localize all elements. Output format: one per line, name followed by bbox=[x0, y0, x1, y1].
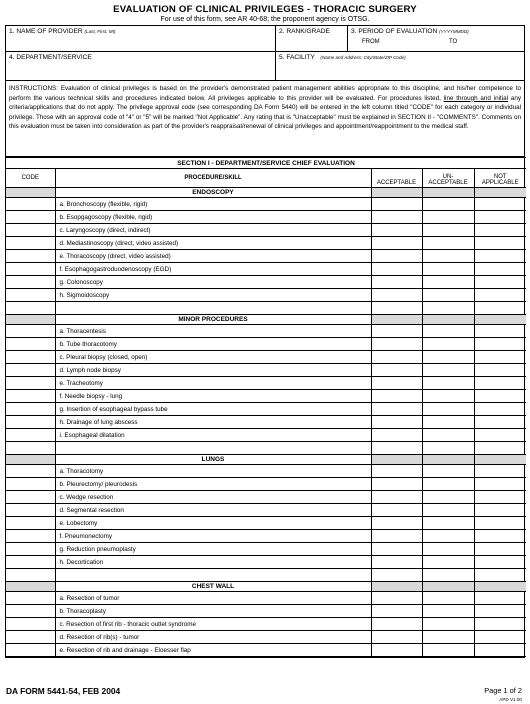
procedure-row bbox=[6, 224, 526, 237]
acceptable-checkbox[interactable] bbox=[371, 325, 422, 338]
code-column-header: CODE bbox=[6, 169, 55, 188]
acceptable-checkbox[interactable] bbox=[371, 198, 422, 211]
unacceptable-checkbox[interactable] bbox=[422, 198, 474, 211]
procedure-code-cell[interactable] bbox=[6, 543, 55, 556]
acceptable-checkbox[interactable] bbox=[371, 276, 422, 289]
category-unacceptable-cell bbox=[422, 188, 474, 198]
form-subtitle: For use of this form, see AR 40-68; the proponent agency is OTSG. bbox=[160, 16, 370, 23]
procedure-label: g. Colonoscopy bbox=[55, 276, 371, 289]
procedure-label: h. Decortication bbox=[55, 556, 371, 569]
not-applicable-checkbox[interactable] bbox=[474, 530, 526, 543]
facility-field[interactable] bbox=[276, 52, 524, 80]
procedure-code-cell[interactable] bbox=[6, 442, 55, 455]
unacceptable-checkbox[interactable] bbox=[422, 390, 474, 403]
procedure-label: b. Esopgagoscopy (flexible, rigid) bbox=[55, 211, 371, 224]
unacceptable-checkbox[interactable] bbox=[422, 351, 474, 364]
procedure-row bbox=[6, 530, 526, 543]
procedure-code-cell[interactable] bbox=[6, 429, 55, 442]
acceptable-checkbox[interactable] bbox=[371, 556, 422, 569]
procedure-row bbox=[6, 569, 526, 582]
procedure-row bbox=[6, 556, 526, 569]
procedure-code-cell[interactable] bbox=[6, 504, 55, 517]
procedure-code-cell[interactable] bbox=[6, 224, 55, 237]
unacceptable-checkbox[interactable] bbox=[422, 250, 474, 263]
acceptable-checkbox[interactable] bbox=[371, 289, 422, 302]
unacceptable-checkbox[interactable] bbox=[422, 530, 474, 543]
not-applicable-checkbox[interactable] bbox=[474, 351, 526, 364]
procedure-row bbox=[6, 543, 526, 556]
provider-name-hint: (Last, First, MI) bbox=[84, 29, 116, 34]
procedure-label: g. Reduction pneumoplasty bbox=[55, 543, 371, 556]
procedure-row bbox=[6, 491, 526, 504]
procedure-row bbox=[6, 605, 526, 618]
procedure-label: c. Laryngoscopy (direct, indirect) bbox=[55, 224, 371, 237]
procedure-label: a. Resection of tumor bbox=[55, 592, 371, 605]
procedure-row bbox=[6, 237, 526, 250]
procedure-label: h. Sigmoidoscopy bbox=[55, 289, 371, 302]
evaluation-period-label: 3. PERIOD OF EVALUATION bbox=[351, 28, 438, 35]
department-field[interactable] bbox=[6, 52, 276, 80]
not-applicable-checkbox[interactable] bbox=[474, 543, 526, 556]
procedure-code-cell[interactable] bbox=[6, 364, 55, 377]
not-applicable-checkbox[interactable] bbox=[474, 364, 526, 377]
header-row-1 bbox=[6, 26, 524, 52]
unacceptable-checkbox[interactable] bbox=[422, 569, 474, 582]
category-row bbox=[6, 455, 526, 465]
not-applicable-checkbox[interactable] bbox=[474, 302, 526, 315]
not-applicable-checkbox[interactable] bbox=[474, 416, 526, 429]
acceptable-checkbox[interactable] bbox=[371, 592, 422, 605]
procedure-label: d. Segmental resection bbox=[55, 504, 371, 517]
procedure-code-cell[interactable] bbox=[6, 263, 55, 276]
procedure-code-cell[interactable] bbox=[6, 403, 55, 416]
procedure-row bbox=[6, 211, 526, 224]
procedure-label: e. Resection of rib and drainage - Eloesser flap bbox=[55, 644, 371, 657]
form-page bbox=[5, 4, 525, 658]
category-code-cell[interactable] bbox=[6, 455, 55, 465]
procedure-code-cell[interactable] bbox=[6, 237, 55, 250]
acceptable-checkbox[interactable] bbox=[371, 364, 422, 377]
category-not-applicable-cell bbox=[474, 582, 526, 592]
not-applicable-checkbox[interactable] bbox=[474, 491, 526, 504]
procedure-label: c. Wedge resection bbox=[55, 491, 371, 504]
acceptable-checkbox[interactable] bbox=[371, 429, 422, 442]
procedure-row bbox=[6, 592, 526, 605]
not-applicable-checkbox[interactable] bbox=[474, 504, 526, 517]
evaluation-period-field[interactable] bbox=[348, 26, 524, 51]
unacceptable-checkbox[interactable] bbox=[422, 416, 474, 429]
unacceptable-checkbox[interactable] bbox=[422, 224, 474, 237]
procedure-code-cell[interactable] bbox=[6, 644, 55, 657]
not-applicable-checkbox[interactable] bbox=[474, 631, 526, 644]
procedure-label: c. Resection of first rib - thoracic outlet syndrome bbox=[55, 618, 371, 631]
procedure-code-cell[interactable] bbox=[6, 416, 55, 429]
acceptable-checkbox[interactable] bbox=[371, 211, 422, 224]
category-code-cell[interactable] bbox=[6, 315, 55, 325]
acceptable-checkbox[interactable] bbox=[371, 569, 422, 582]
procedure-label bbox=[55, 569, 371, 582]
unacceptable-checkbox[interactable] bbox=[422, 556, 474, 569]
procedure-row bbox=[6, 644, 526, 657]
procedure-code-cell[interactable] bbox=[6, 198, 55, 211]
procedure-row bbox=[6, 250, 526, 263]
category-acceptable-cell bbox=[371, 188, 422, 198]
not-applicable-checkbox[interactable] bbox=[474, 429, 526, 442]
procedure-label: b. Pleurectomy/ pleurodesis bbox=[55, 478, 371, 491]
unacceptable-checkbox[interactable] bbox=[422, 478, 474, 491]
page-number: Page 1 of 2 bbox=[484, 686, 522, 695]
category-row bbox=[6, 582, 526, 592]
category-not-applicable-cell bbox=[474, 455, 526, 465]
procedure-label: d. Mediastinoscopy (direct, video assisted) bbox=[55, 237, 371, 250]
procedure-row bbox=[6, 442, 526, 455]
procedure-row bbox=[6, 465, 526, 478]
unacceptable-checkbox[interactable] bbox=[422, 325, 474, 338]
acceptable-checkbox[interactable] bbox=[371, 263, 422, 276]
procedure-label: c. Pleural biopsy (closed, open) bbox=[55, 351, 371, 364]
department-label: 4. DEPARTMENT/SERVICE bbox=[9, 54, 92, 61]
not-applicable-column-header bbox=[474, 169, 526, 188]
acceptable-checkbox[interactable] bbox=[371, 338, 422, 351]
not-applicable-checkbox[interactable] bbox=[474, 403, 526, 416]
to-label: TO bbox=[449, 39, 458, 45]
form-number: DA FORM 5441-54, FEB 2004 bbox=[6, 686, 121, 696]
procedure-code-cell[interactable] bbox=[6, 351, 55, 364]
procedure-row bbox=[6, 504, 526, 517]
procedure-code-cell[interactable] bbox=[6, 517, 55, 530]
procedure-code-cell[interactable] bbox=[6, 618, 55, 631]
procedure-code-cell[interactable] bbox=[6, 325, 55, 338]
category-code-cell[interactable] bbox=[6, 188, 55, 198]
not-applicable-checkbox[interactable] bbox=[474, 605, 526, 618]
procedure-label: a. Bronchoscopy (flexible, rigid) bbox=[55, 198, 371, 211]
procedure-code-cell[interactable] bbox=[6, 289, 55, 302]
procedure-row bbox=[6, 517, 526, 530]
unacceptable-checkbox[interactable] bbox=[422, 517, 474, 530]
rank-grade-field[interactable] bbox=[276, 26, 348, 51]
from-label: FROM bbox=[362, 39, 380, 45]
provider-name-field[interactable] bbox=[6, 26, 276, 51]
instructions-text bbox=[6, 81, 524, 157]
unacceptable-checkbox[interactable] bbox=[422, 504, 474, 517]
not-applicable-checkbox[interactable] bbox=[474, 263, 526, 276]
not-applicable-checkbox[interactable] bbox=[474, 569, 526, 582]
unacceptable-checkbox[interactable] bbox=[422, 338, 474, 351]
procedure-code-cell[interactable] bbox=[6, 377, 55, 390]
not-applicable-checkbox[interactable] bbox=[474, 377, 526, 390]
procedure-label bbox=[55, 302, 371, 315]
acceptable-checkbox[interactable] bbox=[371, 442, 422, 455]
procedure-label: b. Thoracoplasty bbox=[55, 605, 371, 618]
procedure-row bbox=[6, 364, 526, 377]
procedure-code-cell[interactable] bbox=[6, 250, 55, 263]
procedure-label: e. Tracheotomy bbox=[55, 377, 371, 390]
unacceptable-checkbox[interactable] bbox=[422, 442, 474, 455]
acceptable-checkbox[interactable] bbox=[371, 416, 422, 429]
unacceptable-header-line-1: UN- bbox=[442, 174, 454, 180]
procedure-label: f. Esophagogastroduodenoscopy (EGD) bbox=[55, 263, 371, 276]
procedure-label: f. Pneumonectomy bbox=[55, 530, 371, 543]
category-row bbox=[6, 188, 526, 198]
acceptable-checkbox[interactable] bbox=[371, 618, 422, 631]
unacceptable-checkbox[interactable] bbox=[422, 592, 474, 605]
unacceptable-checkbox[interactable] bbox=[422, 364, 474, 377]
not-applicable-checkbox[interactable] bbox=[474, 618, 526, 631]
not-applicable-checkbox[interactable] bbox=[474, 465, 526, 478]
apd-version: APD V1.00 bbox=[499, 697, 522, 702]
evaluation-period-hint: (YYYYMMDD) bbox=[439, 29, 469, 34]
procedure-code-cell[interactable] bbox=[6, 465, 55, 478]
form-title: EVALUATION OF CLINICAL PRIVILEGES - THORACIC SURGERY bbox=[113, 4, 417, 15]
acceptable-checkbox[interactable] bbox=[371, 224, 422, 237]
procedure-code-cell[interactable] bbox=[6, 276, 55, 289]
unacceptable-header-line-2: ACCEPTABLE bbox=[428, 180, 468, 186]
procedure-row bbox=[6, 403, 526, 416]
not-applicable-checkbox[interactable] bbox=[474, 211, 526, 224]
not-applicable-checkbox[interactable] bbox=[474, 556, 526, 569]
not-applicable-checkbox[interactable] bbox=[474, 237, 526, 250]
procedure-row bbox=[6, 198, 526, 211]
form-body bbox=[5, 25, 525, 658]
procedure-label: b. Tube thoracotomy bbox=[55, 338, 371, 351]
procedure-code-cell[interactable] bbox=[6, 338, 55, 351]
not-applicable-checkbox[interactable] bbox=[474, 592, 526, 605]
procedure-label bbox=[55, 442, 371, 455]
not-applicable-checkbox[interactable] bbox=[474, 478, 526, 491]
provider-name-label: 1. NAME OF PROVIDER bbox=[9, 28, 83, 35]
procedure-row bbox=[6, 302, 526, 315]
procedure-code-cell[interactable] bbox=[6, 569, 55, 582]
acceptable-checkbox[interactable] bbox=[371, 237, 422, 250]
category-acceptable-cell bbox=[371, 315, 422, 325]
procedure-row bbox=[6, 377, 526, 390]
procedure-row bbox=[6, 325, 526, 338]
unacceptable-checkbox[interactable] bbox=[422, 618, 474, 631]
not-applicable-checkbox[interactable] bbox=[474, 442, 526, 455]
procedure-row bbox=[6, 429, 526, 442]
not-applicable-checkbox[interactable] bbox=[474, 224, 526, 237]
unacceptable-checkbox[interactable] bbox=[422, 403, 474, 416]
category-not-applicable-cell bbox=[474, 188, 526, 198]
acceptable-checkbox[interactable] bbox=[371, 530, 422, 543]
facility-label: 5. FACILITY bbox=[279, 54, 315, 61]
procedure-label: f. Needle biopsy - lung bbox=[55, 390, 371, 403]
unacceptable-checkbox[interactable] bbox=[422, 605, 474, 618]
unacceptable-checkbox[interactable] bbox=[422, 289, 474, 302]
not-applicable-checkbox[interactable] bbox=[474, 517, 526, 530]
procedure-label: g. Insertion of esophageal bypass tube bbox=[55, 403, 371, 416]
procedure-label: d. Lymph node biopsy bbox=[55, 364, 371, 377]
procedure-row bbox=[6, 416, 526, 429]
unacceptable-checkbox[interactable] bbox=[422, 377, 474, 390]
acceptable-checkbox[interactable] bbox=[371, 302, 422, 315]
evaluation-table bbox=[6, 157, 526, 657]
category-not-applicable-cell bbox=[474, 315, 526, 325]
acceptable-checkbox[interactable] bbox=[371, 491, 422, 504]
acceptable-checkbox[interactable] bbox=[371, 644, 422, 657]
acceptable-checkbox[interactable] bbox=[371, 465, 422, 478]
procedure-label: d. Resection of rib(s) - tumor bbox=[55, 631, 371, 644]
not-applicable-checkbox[interactable] bbox=[474, 289, 526, 302]
procedure-label: h. Drainage of lung abscess bbox=[55, 416, 371, 429]
procedure-code-cell[interactable] bbox=[6, 478, 55, 491]
not-applicable-header-line-2: APPLICABLE bbox=[481, 180, 519, 186]
unacceptable-checkbox[interactable] bbox=[422, 276, 474, 289]
acceptable-checkbox[interactable] bbox=[371, 605, 422, 618]
acceptable-checkbox[interactable] bbox=[371, 631, 422, 644]
section-1-title: SECTION I - DEPARTMENT/SERVICE CHIEF EVALUATION bbox=[6, 158, 526, 169]
not-applicable-checkbox[interactable] bbox=[474, 250, 526, 263]
unacceptable-checkbox[interactable] bbox=[422, 644, 474, 657]
acceptable-checkbox[interactable] bbox=[371, 403, 422, 416]
procedure-row bbox=[6, 618, 526, 631]
rank-grade-label: 2. RANK/GRADE bbox=[279, 28, 330, 35]
instructions-part-2: any criteria/applications that do not apply. The privilege approval code (see corresponding DA Form 5440) will be entered in the left column titled "CODE" for each category or individual privilege. Those with an approval code of "4" or "5" will be marked "Not Applicable". Any rating that is "Unacceptable" must be explained in SECTION II - "COMMENTS". Comments on this evaluation must be taken into consideration as part of the provider's reappraisal/renewal of clinical privileges and appointment/reappointment to the medical staff. bbox=[9, 94, 521, 131]
section-1-title-row bbox=[6, 158, 526, 169]
unacceptable-checkbox[interactable] bbox=[422, 237, 474, 250]
column-header-row bbox=[6, 169, 526, 188]
acceptable-checkbox[interactable] bbox=[371, 478, 422, 491]
header-row-2 bbox=[6, 52, 524, 81]
not-applicable-header-line-1: NOT bbox=[493, 174, 507, 180]
category-label: MINOR PROCEDURES bbox=[55, 315, 371, 325]
procedure-label: a. Thoracotomy bbox=[55, 465, 371, 478]
unacceptable-column-header bbox=[422, 169, 474, 188]
procedure-row bbox=[6, 276, 526, 289]
procedure-label: e. Thoracoscopy (direct, video assisted) bbox=[55, 250, 371, 263]
procedure-code-cell[interactable] bbox=[6, 390, 55, 403]
acceptable-checkbox[interactable] bbox=[371, 543, 422, 556]
unacceptable-checkbox[interactable] bbox=[422, 263, 474, 276]
procedure-code-cell[interactable] bbox=[6, 556, 55, 569]
procedure-code-cell[interactable] bbox=[6, 592, 55, 605]
acceptable-checkbox[interactable] bbox=[371, 351, 422, 364]
procedure-code-cell[interactable] bbox=[6, 302, 55, 315]
procedure-code-cell[interactable] bbox=[6, 605, 55, 618]
procedure-code-cell[interactable] bbox=[6, 211, 55, 224]
category-unacceptable-cell bbox=[422, 315, 474, 325]
category-code-cell[interactable] bbox=[6, 582, 55, 592]
not-applicable-checkbox[interactable] bbox=[474, 325, 526, 338]
unacceptable-checkbox[interactable] bbox=[422, 211, 474, 224]
procedure-column-header: PROCEDURE/SKILL bbox=[55, 169, 371, 188]
unacceptable-checkbox[interactable] bbox=[422, 491, 474, 504]
procedure-code-cell[interactable] bbox=[6, 631, 55, 644]
not-applicable-checkbox[interactable] bbox=[474, 276, 526, 289]
procedure-row bbox=[6, 289, 526, 302]
not-applicable-checkbox[interactable] bbox=[474, 644, 526, 657]
category-acceptable-cell bbox=[371, 455, 422, 465]
procedure-row bbox=[6, 338, 526, 351]
category-acceptable-cell bbox=[371, 582, 422, 592]
instructions-part-1: INSTRUCTIONS: Evaluation of clinical privileges is based on the provider's demonstrated patient management abilities appropriate to this discipline, and his/her competence to perform the various technical skills and procedures indicated below. All privileges applicable to this provider will be evaluated. For procedures listed, bbox=[9, 85, 521, 102]
unacceptable-checkbox[interactable] bbox=[422, 543, 474, 556]
procedure-row bbox=[6, 263, 526, 276]
acceptable-column-header: ACCEPTABLE bbox=[371, 169, 422, 188]
procedure-row bbox=[6, 631, 526, 644]
acceptable-checkbox[interactable] bbox=[371, 390, 422, 403]
acceptable-checkbox[interactable] bbox=[371, 517, 422, 530]
procedure-label: i. Esophageal dilatation bbox=[55, 429, 371, 442]
acceptable-checkbox[interactable] bbox=[371, 250, 422, 263]
procedure-label: a. Thoracentesis bbox=[55, 325, 371, 338]
procedure-row bbox=[6, 351, 526, 364]
not-applicable-checkbox[interactable] bbox=[474, 198, 526, 211]
facility-hint: (Name and Address: City/State/ZIP Code) bbox=[320, 55, 406, 60]
unacceptable-checkbox[interactable] bbox=[422, 302, 474, 315]
procedure-row bbox=[6, 390, 526, 403]
category-unacceptable-cell bbox=[422, 455, 474, 465]
procedure-label: e. Lobectomy bbox=[55, 517, 371, 530]
procedure-code-cell[interactable] bbox=[6, 530, 55, 543]
category-label: LUNGS bbox=[55, 455, 371, 465]
category-row bbox=[6, 315, 526, 325]
not-applicable-checkbox[interactable] bbox=[474, 390, 526, 403]
unacceptable-checkbox[interactable] bbox=[422, 465, 474, 478]
category-label: ENDOSCOPY bbox=[55, 188, 371, 198]
instructions-underlined: line through and initial bbox=[443, 94, 509, 102]
category-unacceptable-cell bbox=[422, 582, 474, 592]
not-applicable-checkbox[interactable] bbox=[474, 338, 526, 351]
acceptable-checkbox[interactable] bbox=[371, 504, 422, 517]
unacceptable-checkbox[interactable] bbox=[422, 631, 474, 644]
category-label: CHEST WALL bbox=[55, 582, 371, 592]
unacceptable-checkbox[interactable] bbox=[422, 429, 474, 442]
procedure-code-cell[interactable] bbox=[6, 491, 55, 504]
procedure-row bbox=[6, 478, 526, 491]
acceptable-checkbox[interactable] bbox=[371, 377, 422, 390]
